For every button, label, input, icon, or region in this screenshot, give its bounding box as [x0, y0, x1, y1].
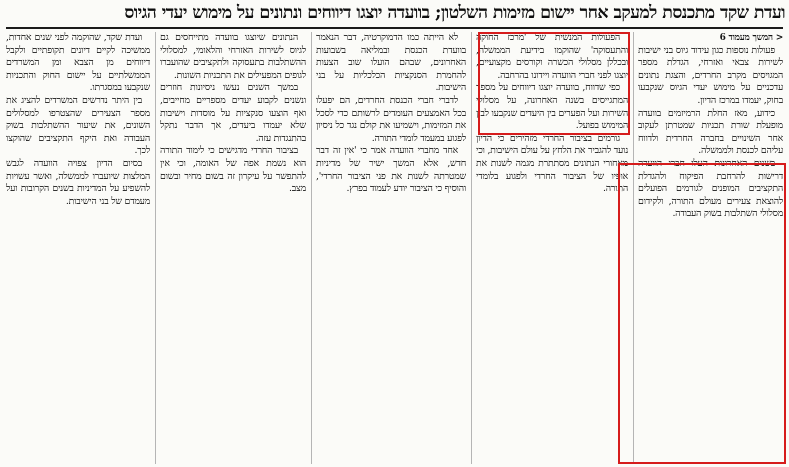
continued-marker: < המשך מעמוד 6 [719, 33, 783, 43]
paragraph: כפי שדווח, בוועדה יוצגו דיווחים על מספר המתגייסים בשנה האחרונה, על מסלולי השירות ועל הפערים בין היעדים שנקבעו לבין המימוש בפועל. [476, 82, 628, 132]
paragraph: בסיום הדיון צפויה הוועדה לגבש המלצות שיועברו לממשלה, ואשר עשויות להשפיע על המדיניות בשנים הקרובות ועל מעמדם של בני הישיבות. [6, 157, 150, 207]
article-column-3 [316, 32, 466, 464]
paragraph: הפעולות המנשית של 'מרכז החוקה והתעסוקה' שהוקמו בידיעת הממשלה, ובכללן מסלולי הכשרה וקורסים מקצועיים, יוצגו לפני חברי הוועדה ויידונו בהרחבה. [476, 32, 628, 81]
article-column-4 [160, 32, 306, 464]
column-divider [471, 32, 472, 464]
paragraph: הנתונים שיוצגו בוועדה מתייחסים גם לגיוס לשירות האזרחי והלאומי, למסלולי ההשתלבות בתעסוקה ולתקציבים שהועברו לגופים המפעילים את התכניות השונות. [160, 32, 306, 81]
paragraph: ועדת שקד, שהוקמה לפני שנים אחדות, ממשיכה לקיים דיונים תקופתיים ולקבל דיווחים מן הצבא ומן המשרדים הממשלתיים על יישום החוק והתכניות שנקבעו במסגרתו. [6, 32, 150, 94]
paragraph: בשנים האחרונות העלו חברי הוועדה דרישות להרחבת הפיקוח ולהגדלת התקציבים המופנים לגורמים הפועלים להוצאת צעירים מעולם התורה, ולקידום מסלולי השתלבות בשוק העבודה. [638, 157, 783, 220]
highlight-box-top [478, 32, 630, 135]
column-divider [155, 32, 156, 464]
column-divider [311, 32, 312, 464]
paragraph: כידוע, מאז החלת הרמיזמים בוועדה מופעלת שורת תכניות שמטרתן לעקוב אחר השינויים בחברה החרדית ולדווח עליהם לכנסת ולממשלה. [638, 107, 783, 157]
paragraph: לדברי חברי הכנסת החרדים, הם יפעלו בכל האמצעים העומדים לרשותם כדי לסכל את המזימות, וישמיעו את קולם נגד כל ניסיון לפגוע במעמד לומדי התורה. [316, 94, 466, 144]
paragraph: אחד מחברי הוועדה אמר כי 'אין זה דבר חדש, אלא המשך ישיר של מדיניות שמטרתה לשנות את פני הציבור החרדי', והוסיף כי הציבור יודע לעמוד בפרץ. [316, 145, 466, 195]
paragraph: פעולות נוספות כגון עידוד גיוס בני ישיבות לשירות צבאי ואזרחי, הגדלת מספר המגויסים מקרב החרדים, והצגת נתונים עדכניים על מימוש יעדי הגיוס שנקבעו בחוק, יעמדו במרכז הדיון. [638, 44, 783, 106]
paragraph: בין היתר נדרשים המשרדים להציג את מספר הצעירים שהצטרפו למסלולים השונים, את שיעור ההשתלבות בשוק העבודה ואת היקף התקציבים שהוקצו לכך. [6, 94, 150, 157]
paragraph: לא הייתה כמו הדמוקרטיה, דבר הנאמר בוועדת הכנסת ובמליאה בשבועות האחרונים, שבהם הועלו שוב הצעות להחמרת הסנקציות הכלכליות על בני הישיבות. [316, 32, 466, 94]
article-headline: ועדת שקד מתכנסת למעקב אחר יישום מזימות השלטון; בוועדה יוצגו דיווחים ונתונים על מימוש יעדי הגיוס [124, 3, 785, 23]
paragraph: גורמים בציבור החרדי מזהירים כי הדיון נועד להגביר את הלחץ על עולם הישיבות, וכי מאחורי הנתונים מסתתרת מגמה לשנות את אופיו של הציבור החרדי ולפגוע בלומדי התורה. [476, 132, 628, 195]
headline-rule [6, 27, 783, 29]
highlight-box-right [618, 163, 786, 464]
article-column-5 [6, 32, 150, 464]
paragraph: בציבור החרדי מדגישים כי לימוד התורה הוא נשמת אפה של האומה, וכי אין להתפשר על עיקרון זה בשום מחיר ובשום מצב. [160, 145, 306, 195]
paragraph: במשך השנים נעשו ניסיונות חוזרים ונשנים לקבוע יעדים מספריים מחייבים, ואף הוצעו סנקציות על מוסדות וישיבות שלא יעמדו ביעדים, אך הדבר נתקל בהתנגדות עזה. [160, 82, 306, 144]
